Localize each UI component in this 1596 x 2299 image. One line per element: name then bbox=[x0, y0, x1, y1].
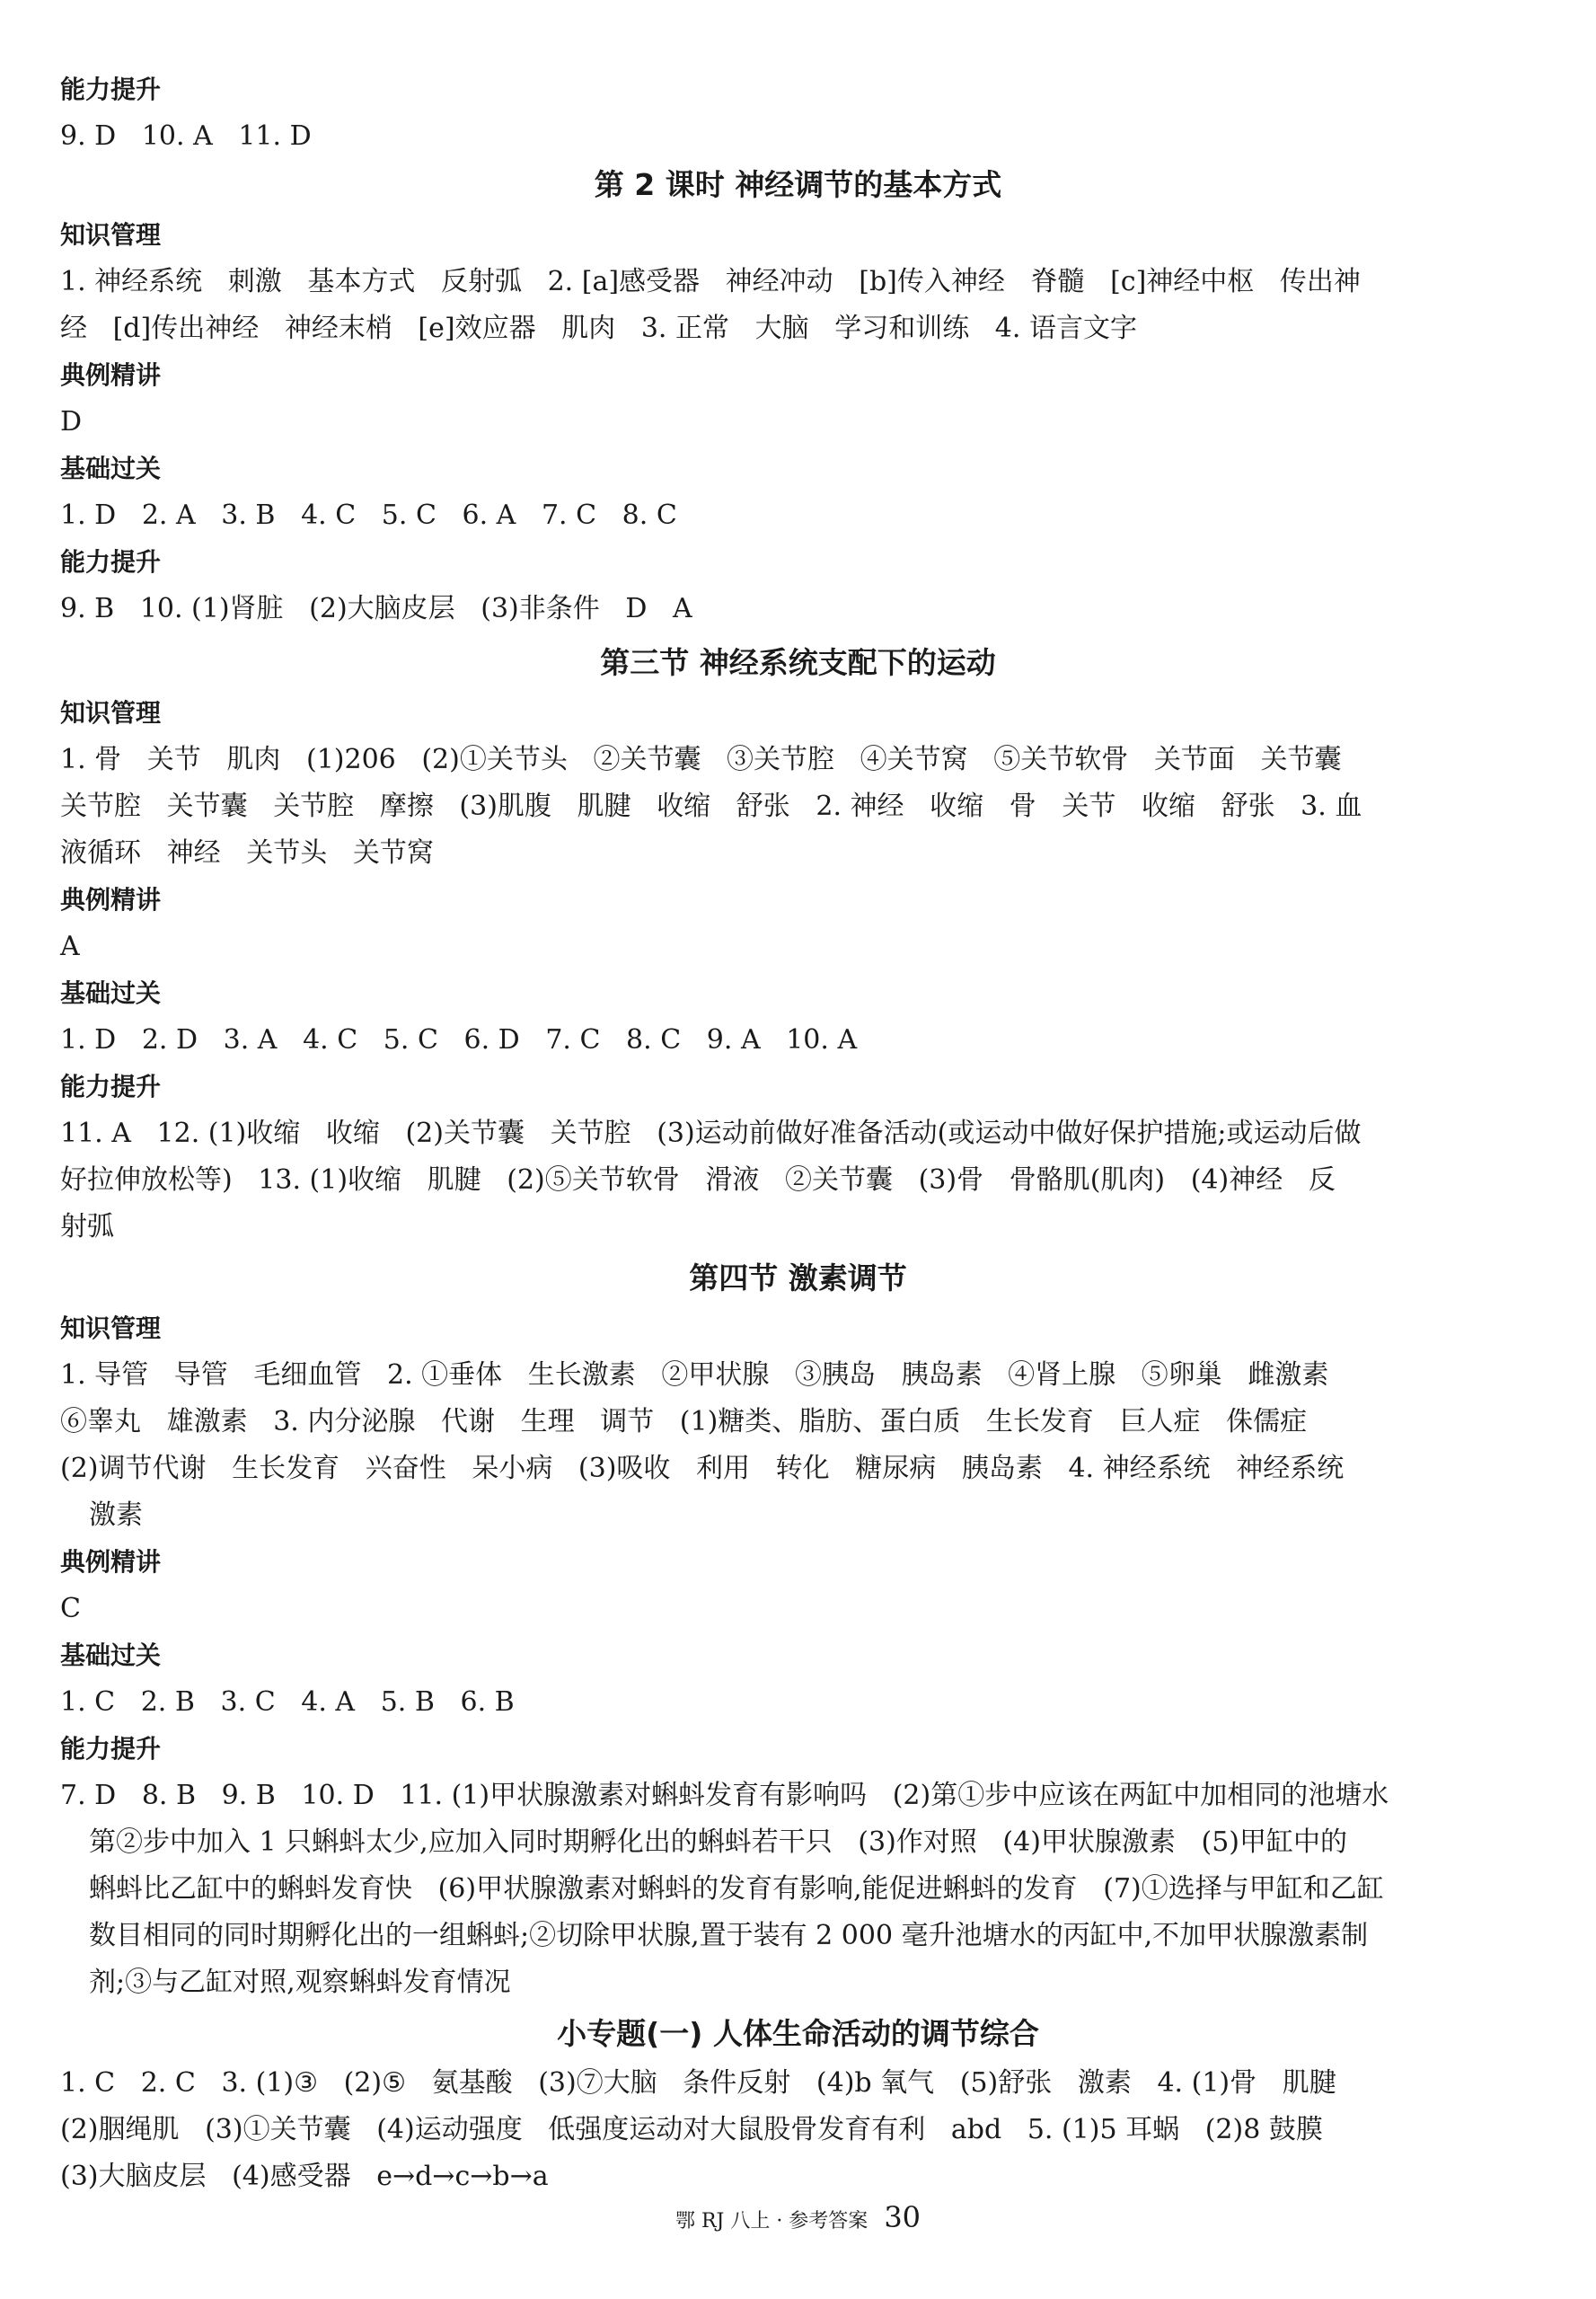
answer-line: (3)大脑皮层 (4)感受器 e→d→c→b→a bbox=[60, 2161, 549, 2192]
section-title-topic-one: 小专题(一) 人体生命活动的调节综合 bbox=[557, 2016, 1039, 2051]
knowledge-heading: 知识管理 bbox=[60, 220, 162, 250]
answer-line: 1. 骨 关节 肌肉 (1)206 (2)①关节头 ②关节囊 ③关节腔 ④关节窝 ⑤关节软骨 关节面 关节囊 bbox=[60, 744, 1342, 775]
answer-line: 11. A 12. (1)收缩 收缩 (2)关节囊 关节腔 (3)运动前做好准备活动(或运动中做好保护措施;或运动后做 bbox=[60, 1118, 1362, 1149]
answer-line: 1. D 2. A 3. B 4. C 5. C 6. A 7. C 8. C bbox=[60, 500, 677, 531]
section-carryover bbox=[60, 66, 1508, 160]
section-movement bbox=[60, 690, 1508, 1251]
answer-line: (2)胭绳肌 (3)①关节囊 (4)运动强度 低强度运动对大鼠股骨发育有利 abd 5. (1)5 耳蜗 (2)8 鼓膜 bbox=[60, 2114, 1323, 2145]
answer-line: 1. C 2. B 3. C 4. A 5. B 6. B bbox=[60, 1686, 515, 1718]
answer-line: D bbox=[60, 406, 83, 438]
section-title-neural-regulation: 第 2 课时 神经调节的基本方式 bbox=[594, 167, 1002, 202]
knowledge-heading: 知识管理 bbox=[60, 1313, 162, 1343]
answer-line: ⑥睾丸 雄激素 3. 内分泌腺 代谢 生理 调节 (1)糖类、脂肪、蛋白质 生长发育 巨人症 侏儒症 bbox=[60, 1406, 1308, 1437]
answer-line: 1. 神经系统 刺激 基本方式 反射弧 2. [a]感受器 神经冲动 [b]传入神经 脊髓 [c]神经中枢 传出神 bbox=[60, 266, 1361, 297]
answer-line: 好拉伸放松等) 13. (1)收缩 肌腱 (2)⑤关节软骨 滑液 ②关节囊 (3)骨 骨骼肌(肌肉) (4)神经 反 bbox=[60, 1164, 1336, 1196]
answer-line: (2)调节代谢 生长发育 兴奋性 呆小病 (3)吸收 利用 转化 糖尿病 胰岛素 4. 神经系统 神经系统 bbox=[60, 1453, 1345, 1484]
answer-line: C bbox=[60, 1593, 81, 1624]
ability-heading: 能力提升 bbox=[60, 1734, 162, 1764]
example-heading: 典例精讲 bbox=[60, 885, 162, 915]
answer-line: 关节腔 关节囊 关节腔 摩擦 (3)肌腹 肌腱 收缩 舒张 2. 神经 收缩 骨 关节 收缩 舒张 3. 血 bbox=[60, 791, 1362, 822]
answer-line: 激素 bbox=[89, 1499, 143, 1531]
section-topic-one bbox=[60, 2060, 1508, 2200]
page-number: 30 bbox=[884, 2200, 921, 2234]
example-heading: 典例精讲 bbox=[60, 1547, 162, 1577]
answer-line: 经 [d]传出神经 神经末梢 [e]效应器 肌肉 3. 正常 大脑 学习和训练 4. 语言文字 bbox=[60, 313, 1137, 344]
section-title-hormone: 第四节 激素调节 bbox=[689, 1260, 907, 1295]
basic-heading: 基础过关 bbox=[60, 454, 162, 483]
ability-heading: 能力提升 bbox=[60, 1072, 162, 1101]
answer-line: 1. 导管 导管 毛细血管 2. ①垂体 生长激素 ②甲状腺 ③胰岛 胰岛素 ④肾上腺 ⑤卵巢 雌激素 bbox=[60, 1359, 1329, 1391]
answer-line: 射弧 bbox=[60, 1211, 114, 1242]
answer-line: 1. C 2. C 3. (1)③ (2)⑤ 氨基酸 (3)⑦大脑 条件反射 (4)b 氧气 (5)舒张 激素 4. (1)骨 肌腱 bbox=[60, 2067, 1336, 2099]
section-title-movement: 第三节 神经系统支配下的运动 bbox=[600, 645, 996, 680]
answer-line: 数目相同的同时期孵化出的一组蝌蚪;②切除甲状腺,置于装有 2 000 毫升池塘水的丙缸中,不加甲状腺激素制 bbox=[89, 1920, 1369, 1951]
basic-heading: 基础过关 bbox=[60, 978, 162, 1008]
answer-line: 蝌蚪比乙缸中的蝌蚪发育快 (6)甲状腺激素对蝌蚪的发育有影响,能促进蝌蚪的发育 (7)①选择与甲缸和乙缸 bbox=[89, 1873, 1384, 1905]
knowledge-heading: 知识管理 bbox=[60, 698, 162, 728]
footer-label: 鄂 RJ 八上 · 参考答案 bbox=[675, 2210, 869, 2233]
answer-line: 9. B 10. (1)肾脏 (2)大脑皮层 (3)非条件 D A bbox=[60, 593, 692, 624]
answer-line: 第②步中加入 1 只蝌蚪太少,应加入同时期孵化出的蝌蚪若干只 (3)作对照 (4)甲状腺激素 (5)甲缸中的 bbox=[89, 1826, 1348, 1858]
basic-heading: 基础过关 bbox=[60, 1640, 162, 1670]
section-neural-regulation bbox=[60, 212, 1508, 632]
answer-line: 9. D 10. A 11. D bbox=[60, 120, 312, 152]
example-heading: 典例精讲 bbox=[60, 360, 162, 390]
answer-line: A bbox=[60, 931, 80, 962]
page-footer bbox=[0, 2199, 1596, 2240]
section-hormone bbox=[60, 1305, 1508, 2006]
ability-heading: 能力提升 bbox=[60, 75, 162, 104]
answer-line: 7. D 8. B 9. B 10. D 11. (1)甲状腺激素对蝌蚪发育有影响吗 (2)第①步中应该在两缸中加相同的池塘水 bbox=[60, 1780, 1389, 1811]
ability-heading: 能力提升 bbox=[60, 547, 162, 577]
answer-line: 液循环 神经 关节头 关节窝 bbox=[60, 837, 434, 869]
answer-line: 剂;③与乙缸对照,观察蝌蚪发育情况 bbox=[89, 1967, 511, 1998]
answer-line: 1. D 2. D 3. A 4. C 5. C 6. D 7. C 8. C 9. A 10. A bbox=[60, 1024, 858, 1056]
